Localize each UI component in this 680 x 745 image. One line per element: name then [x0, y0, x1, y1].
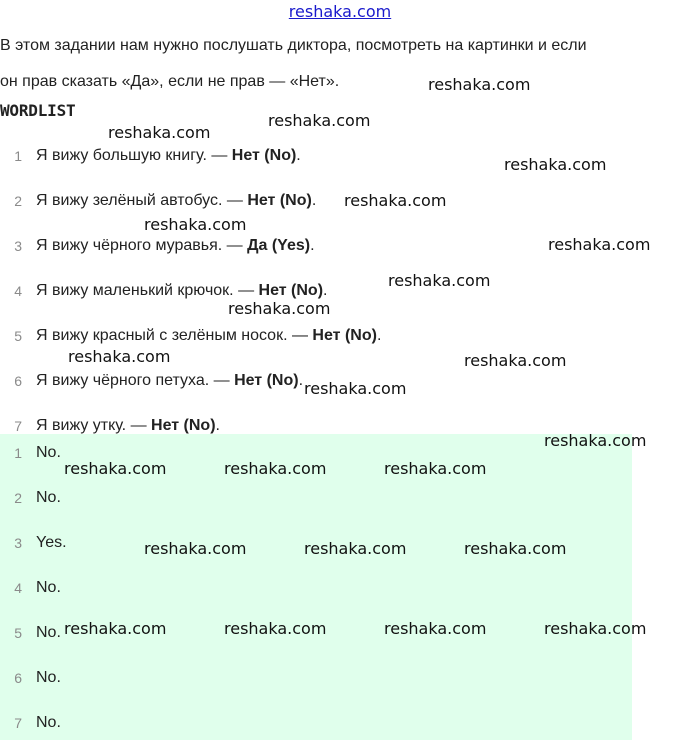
watermark: reshaka.com — [64, 619, 167, 638]
watermark: reshaka.com — [228, 299, 331, 318]
watermark: reshaka.com — [108, 123, 211, 142]
item-answer: Нет (No) — [231, 146, 297, 164]
item-text: Я вижу утку. — Нет (No). — [36, 416, 220, 434]
wordlist — [0, 133, 680, 448]
item-number: 3 — [14, 237, 22, 254]
watermark: reshaka.com — [344, 191, 447, 210]
watermark: reshaka.com — [144, 215, 247, 234]
wordlist-title: WORDLIST — [0, 101, 76, 120]
answer-text: No. — [36, 578, 61, 596]
watermark: reshaka.com — [548, 235, 651, 254]
watermark: reshaka.com — [464, 351, 567, 370]
item-answer: Нет (No) — [258, 281, 324, 299]
item-number: 7 — [14, 417, 22, 434]
watermark: reshaka.com — [304, 539, 407, 558]
item-answer: Нет (No) — [247, 191, 312, 209]
answer-number: 6 — [14, 669, 22, 686]
intro-paragraph — [0, 28, 680, 100]
watermark: reshaka.com — [304, 379, 407, 398]
item-text: Я вижу большую книгу. — Нет (No). — [36, 146, 301, 164]
item-number: 2 — [14, 192, 22, 209]
answer-number: 1 — [14, 444, 22, 461]
answer-text: No. — [36, 713, 61, 731]
answer-text: No. — [36, 443, 61, 461]
watermark: reshaka.com — [144, 539, 247, 558]
answer-item — [0, 655, 680, 700]
answer-item — [0, 475, 680, 520]
answer-number: 3 — [14, 534, 22, 551]
item-answer: Нет (No) — [234, 371, 299, 389]
answer-text: No. — [36, 668, 61, 686]
answer-number: 7 — [14, 714, 22, 731]
intro-line-2: он прав сказать «Да», если не прав — «Нет». — [0, 73, 340, 90]
watermark: reshaka.com — [224, 619, 327, 638]
answer-number: 2 — [14, 489, 22, 506]
watermark: reshaka.com — [64, 459, 167, 478]
item-answer: Нет (No) — [151, 416, 216, 434]
answer-item — [0, 565, 680, 610]
answer-text: No. — [36, 488, 61, 506]
item-answer: Да (Yes) — [247, 236, 311, 254]
answer-text: Yes. — [36, 533, 67, 551]
watermark: reshaka.com — [68, 347, 171, 366]
item-text: Я вижу зелёный автобус. — Нет (No). — [36, 191, 317, 209]
item-number: 6 — [14, 372, 22, 389]
watermark: reshaka.com — [464, 539, 567, 558]
watermark: reshaka.com — [504, 155, 607, 174]
answer-item — [0, 700, 680, 745]
list-item — [0, 268, 680, 313]
site-link[interactable]: reshaka.com — [288, 2, 392, 21]
item-text: Я вижу красный с зелёным носок. — Нет (No). — [36, 326, 382, 344]
answer-number: 5 — [14, 624, 22, 641]
watermark: reshaka.com — [428, 75, 531, 94]
watermark: reshaka.com — [224, 459, 327, 478]
watermark: reshaka.com — [544, 431, 647, 450]
answer-text: No. — [36, 623, 61, 641]
watermark: reshaka.com — [544, 619, 647, 638]
list-item — [0, 178, 680, 223]
item-text: Я вижу чёрного петуха. — Нет (No). — [36, 371, 304, 389]
item-number: 4 — [14, 282, 22, 299]
intro-line-1: В этом задании нам нужно послушать диктора, посмотреть на картинки и если — [0, 37, 587, 54]
item-number: 1 — [14, 147, 22, 164]
watermark: reshaka.com — [268, 111, 371, 130]
item-answer: Нет (No) — [312, 326, 377, 344]
item-text: Я вижу чёрного муравья. — Да (Yes). — [36, 236, 315, 254]
item-text: Я вижу маленький крючок. — Нет (No). — [36, 281, 328, 299]
watermark: reshaka.com — [384, 459, 487, 478]
watermark: reshaka.com — [388, 271, 491, 290]
answer-number: 4 — [14, 579, 22, 596]
item-number: 5 — [14, 327, 22, 344]
watermark: reshaka.com — [384, 619, 487, 638]
